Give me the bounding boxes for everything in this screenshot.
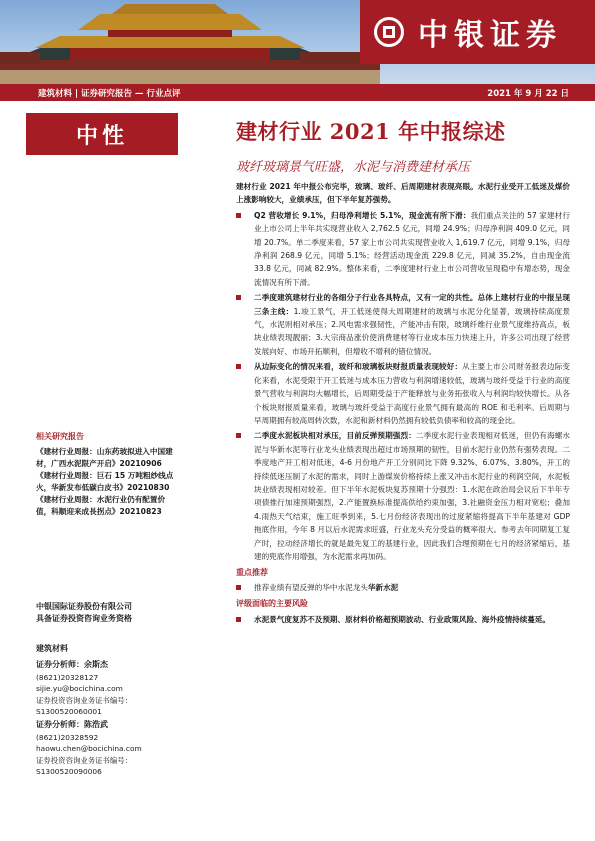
bullet-square-icon [236, 295, 241, 300]
palace-illustration [0, 0, 380, 84]
report-info-bar [0, 84, 595, 101]
brand-name: 中银证券 [418, 18, 562, 53]
key-point: 从边际变化的情况来看，玻纤和玻璃板块财报质量表现较好：从主要上市公司财务报表边际变化来看，水泥受限于开工低迷与成本压力营收与利润增速较低，玻璃与玻纤受益于行业的高度景气营收与利润均大幅增长，后周期受益于产能释放与业务拓张收入与利润均较快增长。从各个板块财报质量来看，玻璃与玻纤受益于高度行业景气拥有最高的 ROE 和毛利率。后周期与早周期拥有较高周转次数，水泥和新材料仍然拥有较低负债率和较高的现金比。 [236, 360, 570, 427]
key-recommendation-title: 重点推荐 [236, 568, 268, 578]
related-reports-list [36, 446, 176, 518]
key-point: 二季度建筑建材行业的各细分子行业各具特点，又有一定的共性。总体上建材行业的中报呈现三条主线：1.竣工景气，开工低迷使得大周期建材的玻璃与水泥分化显著，玻璃持续高度景气，水泥则相对承压；2.风电需求强韧性，产能冲击有限，玻璃纤维行业景气度维持高点，板块业绩表现靓丽；3.大宗商品涨价使消费建材等行业成本压力快速上升，许多公司出现了经营发展向好、市场开拓顺利，但增收不增利的错位情况。 [236, 291, 570, 358]
related-reports-title: 相关研究报告 [36, 432, 84, 441]
related-report-item[interactable]: 《建材行业周报：水泥行业仍有配置价值，科顺迎来成長拐点》20210823 [36, 495, 166, 516]
lead-paragraph: 建材行业 2021 年中报公布完毕，玻璃、玻纤、后周期建材表现亮眼。水泥行业受开工低迷及煤价上涨影响较大，业绩承压，但下半年复苏强势。 [236, 182, 570, 205]
report-title: 建材行业 2021 年中报综述 [236, 119, 506, 144]
key-recommendation: 推荐业绩有望反弹的华中水泥龙头华新水泥 [236, 581, 570, 594]
related-report-item[interactable]: 《建材行业周报：巨石 15 万吨粗纱线点火，华新发布低碳白皮书》20210830 [36, 471, 174, 492]
header-banner [0, 0, 595, 84]
bullet-square-icon [236, 585, 241, 590]
risk-title: 评级面临的主要风险 [236, 599, 308, 609]
analyst-card: 证券分析师：陈浩武 (8621)20328592 haowu.chen@bocichina.com 证券投资咨询业务证书编号：S1300520090006 [36, 719, 186, 778]
report-date: 2021 年 9 月 22 日 [487, 88, 569, 99]
analyst-email[interactable]: sijie.yu@bocichina.com [36, 684, 123, 693]
risk-item: 水泥景气度复苏不及预期、原材料价格超预期波动、行业政策风险、海外疫情持续蔓延。 [236, 613, 570, 626]
rating-badge: 中性 [26, 113, 178, 155]
sidebar [26, 101, 178, 841]
bullet-square-icon [236, 433, 241, 438]
report-body [236, 180, 570, 626]
report-subtitle: 玻纤玻璃景气旺盛，水泥与消费建材承压 [236, 160, 471, 175]
analyst-card: 证券分析师：余斯杰 (8621)20328127 sijie.yu@bocichina.com 证券投资咨询业务证书编号：S1300520060001 [36, 659, 186, 718]
key-point: 二季度水泥板块相对承压，目前反弹预期强烈：二季度水泥行业表现相对低迷，但仍有海螺水泥与华新水泥等行业龙头业绩表现出超过市场预期的韧性，目前水泥行业仍然有强势表现。二季度地产开工相对低迷，4-6 月份地产开工分别同比下降 9.32%、6.07%、3.80%，开工的持续低迷压制了水泥的需求，同时上游煤炭价格持续上涨又冲击水泥行业的利润空间，水泥板块业绩表现相对较差。但下半年水泥板块复苏预期十分强烈：1.水泥在政治局会议后下半年专项债推行加速预期强烈，2.产能置换标准提高供给约束加强，3.社融资金压力相对宽松；叠加 4.雨热天气结束，施工旺季到来，5.七月份经济表现出的过度紧缩将提高下半年基建对 GDP 拖底作用，今年 8 月以后水泥需求旺盛，行业龙头充分受益的概率很大。参考去年同期复工复产时，拉动经济增长的就是最先复工的基建行业，因此我们合理预期在七月的经济紧缩后，基建的兜底作用增强，为水泥需求再加码。 [236, 429, 570, 563]
related-report-item[interactable]: 《建材行业周报：山东药玻拟进入中国建材，广西水泥限产开启》20210906 [36, 447, 173, 468]
analyst-email[interactable]: haowu.chen@bocichina.com [36, 744, 142, 753]
brand-logo[interactable] [360, 0, 595, 64]
company-info: 中银国际证券股份有限公司 具备证券投资咨询业务资格 [36, 602, 132, 623]
bullet-square-icon [236, 364, 241, 369]
bullet-square-icon [236, 617, 241, 622]
boc-emblem-icon [374, 17, 404, 47]
bullet-square-icon [236, 213, 241, 218]
industry-label: 建筑材料 [36, 644, 68, 653]
breadcrumb: 建筑材料 | 证券研究报告 — 行业点评 [38, 88, 181, 99]
key-point: Q2 营收增长 9.1%，归母净利增长 5.1%，现金流有所下滑：我们重点关注的 57 家建材行业上市公司上半年共实现营业收入 2,762.5 亿元，同增 24.9%；归母净利润 409.0 亿元，同增 20.7%。单二季度来看，57 家上市公司共实现营业收入 1,619.7 亿元，同增 9.1%，归母净利润 268.9 亿元，同增 5.1%；经营活动现金流 229.8 亿元，同减 35.2%，自由现金流 33.8 亿元，同减 82.9%。整体来看，二季度建材行业上市公司营收呈现稳中有增态势，现金流情况有所下滑。 [236, 209, 570, 289]
